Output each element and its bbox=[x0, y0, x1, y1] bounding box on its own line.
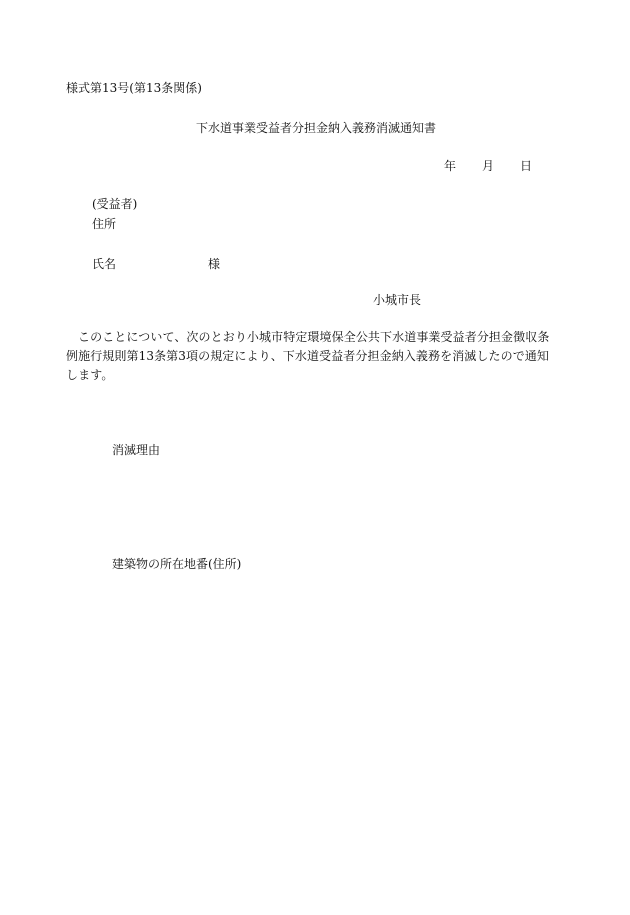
date-row bbox=[444, 158, 554, 174]
name-label: 氏名 bbox=[92, 257, 117, 271]
recipient-label: (受益者) bbox=[92, 197, 138, 211]
date-month-label: 月 bbox=[482, 159, 495, 173]
form-number: 様式第13号(第13条関係) bbox=[66, 81, 202, 95]
address-label: 住所 bbox=[92, 217, 117, 231]
honorific: 様 bbox=[208, 257, 221, 271]
reason-label: 消滅理由 bbox=[112, 443, 161, 457]
name-row bbox=[92, 256, 220, 272]
date-year-label: 年 bbox=[444, 159, 457, 173]
document-title: 下水道事業受益者分担金納入義務消滅通知書 bbox=[196, 121, 437, 135]
date-day-label: 日 bbox=[520, 159, 533, 173]
building-location-label: 建築物の所在地番(住所) bbox=[112, 557, 242, 571]
issuer-name: 小城市長 bbox=[373, 293, 422, 307]
body-paragraph: このことについて、次のとおり小城市特定環境保全公共下水道事業受益者分担金徴収条例施行規則第13条第3項の規定により、下水道受益者分担金納入義務を消滅したので通知します。 bbox=[66, 330, 550, 382]
